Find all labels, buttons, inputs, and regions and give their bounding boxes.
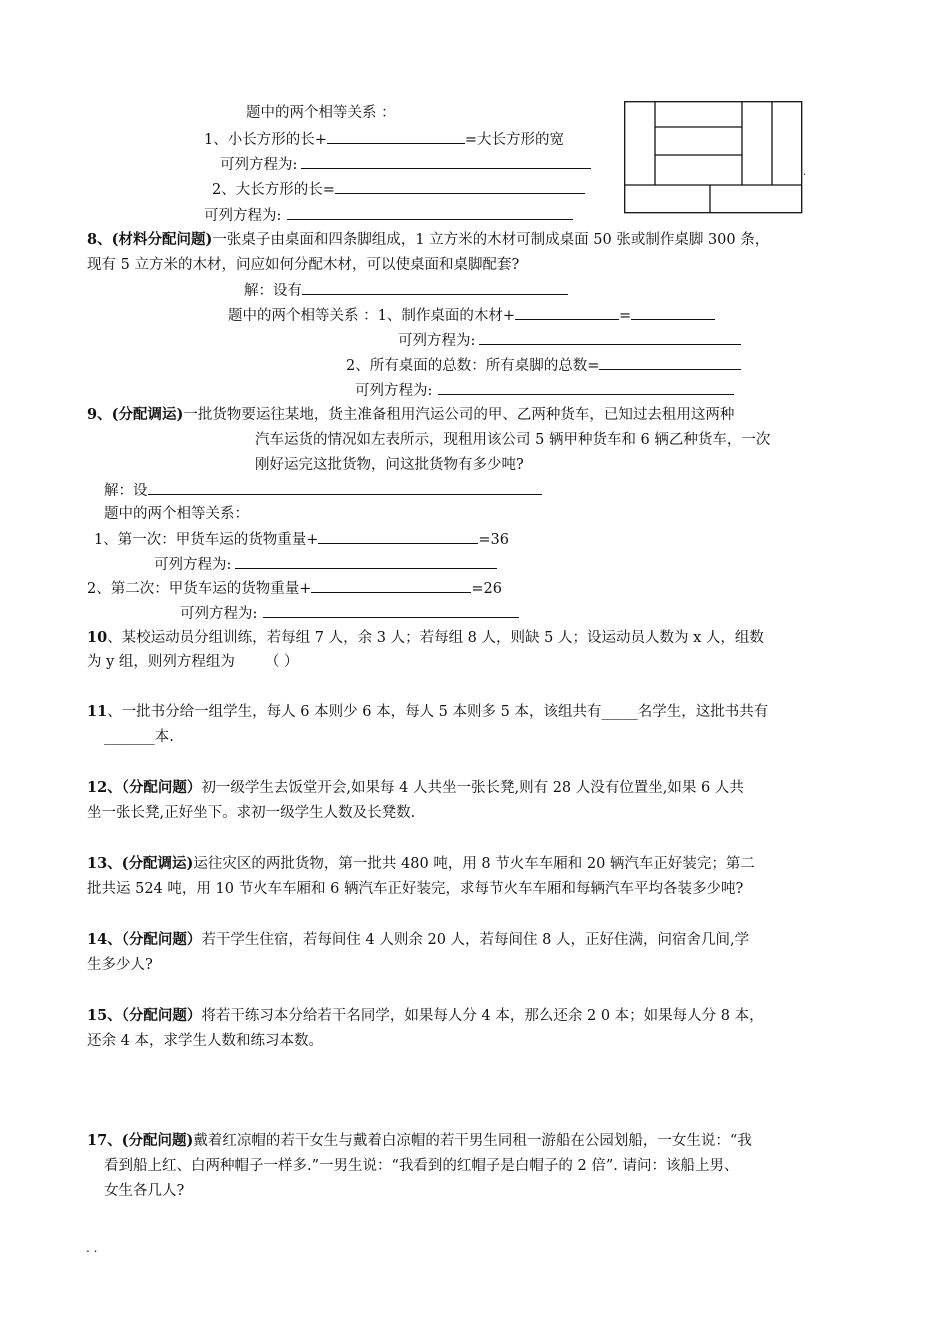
q8-eq1-blank[interactable] <box>479 330 741 345</box>
q10-text-2: 为 y 组，则列方程组为 <box>87 654 235 670</box>
q13-number: 13 <box>87 855 108 872</box>
q14-line-2: 生多少人? <box>87 957 153 973</box>
q11-text-1: 、一批书分给一组学生，每人 6 本则少 6 本，每人 5 本则多 5 本，该组共有_____名学生，这批书共有 <box>107 704 769 720</box>
q14-line-1 <box>87 930 749 950</box>
part7-eq2-blank[interactable] <box>287 205 573 220</box>
q17-line-1 <box>87 1131 752 1151</box>
q8-solve-label: 解：设有 <box>244 283 302 299</box>
part7-rel1-right: =大长方形的宽 <box>464 132 565 148</box>
q8-relation-1 <box>228 305 715 326</box>
q12-number: 12 <box>87 779 108 796</box>
q14-text-1: 若干学生住宿，若每间住 4 人则余 20 人，若每间住 8 人，正好住满，问宿舍几间,学 <box>201 932 750 948</box>
part7-relations-title: 题中的两个相等关系 ： <box>246 105 396 121</box>
q8-line-1 <box>87 230 769 250</box>
q17-line-3: 女生各几人? <box>104 1183 185 1199</box>
q9-equation-1 <box>154 554 497 575</box>
q10-line-2 <box>87 652 299 672</box>
q8-line-2: 现有 5 立方米的木材，问应如何分配木材，可以使桌面和桌脚配套? <box>87 257 520 273</box>
q15-number: 15 <box>87 1007 108 1024</box>
q9-text-1: 一批货物要运往某地，货主准备租用汽运公司的甲、乙两种货车，已知过去租用这两种 <box>183 407 735 423</box>
q10-number: 10 <box>87 629 108 646</box>
q8-tag: (材料分配问题) <box>111 231 213 248</box>
q8-eq-label-2: 可列方程为: <box>355 383 433 399</box>
q17-tag: 、(分配问题) <box>107 1132 194 1149</box>
q8-eq-sign: = <box>618 308 632 324</box>
part7-equation-1 <box>220 154 591 175</box>
q9-eq-label-2: 可列方程为: <box>180 606 258 622</box>
q9-relation-2 <box>87 578 502 599</box>
q17-number: 17 <box>87 1132 108 1149</box>
q12-line-1 <box>87 778 744 798</box>
q8-eq-label-1: 可列方程为: <box>398 333 476 349</box>
q9-number: 9、 <box>87 406 112 423</box>
q14-tag: 、（分配问题） <box>107 931 202 948</box>
part7-eq-label-2: 可列方程为: <box>204 208 282 224</box>
footer-dots: . . <box>86 1241 98 1255</box>
q15-text-1: 将若干练习本分给若干名同学，如果每人分 4 本，那么还余 2 0 本；如果每人分 8 本， <box>201 1008 764 1024</box>
q13-tag: 、(分配调运) <box>107 855 194 872</box>
q9-rel1-blank[interactable] <box>318 529 478 544</box>
q12-text-1: 初一级学生去饭堂开会,如果每 4 人共坐一张长凳,则有 28 人没有位置坐,如果 6 人共 <box>201 780 744 796</box>
q10-answer-paren[interactable]: （ ） <box>264 654 299 670</box>
q17-line-2: 看到船上红、白两种帽子一样多.”一男生说：“我看到的红帽子是白帽子的 2 倍”. 请问：该船上男、 <box>104 1158 739 1174</box>
q15-tag: 、（分配问题） <box>107 1007 202 1024</box>
q9-eq2-blank[interactable] <box>263 603 519 618</box>
part7-relation-2 <box>212 179 585 200</box>
q9-relation-1 <box>94 529 509 550</box>
q8-eq2-blank[interactable] <box>438 380 734 395</box>
q9-tag: (分配调运) <box>111 406 184 423</box>
q13-line-2: 批共运 524 吨，用 10 节火车车厢和 6 辆汽车正好装完，求每节火车车厢和每辆汽车平均各装多少吨? <box>87 881 744 897</box>
q9-rel-title: 题中的两个相等关系： <box>104 506 249 522</box>
part7-rel1-blank[interactable] <box>327 129 465 144</box>
q8-number: 8、 <box>87 231 112 248</box>
q15-line-2: 还余 4 本，求学生人数和练习本数。 <box>87 1033 323 1049</box>
figure-dot: . <box>803 167 806 178</box>
rectangle-diagram <box>624 101 806 215</box>
q9-rel1-left: 1、第一次：甲货车运的货物重量+ <box>94 532 319 548</box>
q9-solve-label: 解：设 <box>104 483 148 499</box>
q8-relation-2 <box>346 355 741 376</box>
q8-solve-blank[interactable] <box>302 280 568 295</box>
part7-eq-label-1: 可列方程为: <box>220 157 298 173</box>
q8-text-1: 一张桌子由桌面和四条脚组成，1 立方米的木材可制成桌面 50 张或制作桌脚 300 条， <box>212 232 770 248</box>
q10-line-1 <box>87 628 764 648</box>
q8-rel2: 2、所有桌面的总数：所有桌脚的总数= <box>346 358 600 374</box>
q12-line-2: 坐一张长凳,正好坐下。求初一级学生人数及长凳数. <box>87 805 416 821</box>
q9-rel2-left: 2、第二次：甲货车运的货物重量+ <box>87 581 312 597</box>
part7-relation-1 <box>204 129 564 150</box>
q9-equation-2 <box>180 603 519 624</box>
q9-line-1 <box>87 405 734 425</box>
q9-solve-blank[interactable] <box>148 480 542 495</box>
q14-number: 14 <box>87 931 108 948</box>
q10-text-1: 、某校运动员分组训练，若每组 7 人，余 3 人；若每组 8 人，则缺 5 人；设运动员人数为 x 人，组数 <box>107 630 764 646</box>
q17-text-1: 戴着红凉帽的若干女生与戴着白凉帽的若干男生同租一游船在公园划船，一女生说：“我 <box>193 1133 752 1149</box>
q8-equation-2 <box>355 380 734 401</box>
q13-line-1 <box>87 854 755 874</box>
part7-rel2-blank[interactable] <box>335 179 585 194</box>
q8-rel-title: 题中的两个相等关系 ：1、制作桌面的木材+ <box>228 308 515 324</box>
q9-line-2: 汽车运货的情况如左表所示，现租用该公司 5 辆甲种货车和 6 辆乙种货车，一次 <box>255 432 771 448</box>
q9-rel2-blank[interactable] <box>311 578 471 593</box>
q9-rel2-right: =26 <box>471 581 502 597</box>
q15-line-1 <box>87 1006 764 1026</box>
part7-rel1-left: 1、小长方形的长+ <box>204 132 327 148</box>
q9-line-3: 刚好运完这批货物，问这批货物有多少吨? <box>255 457 524 473</box>
outer-rectangle <box>625 102 802 213</box>
q8-equation-1 <box>398 330 741 351</box>
q11-line-2: _______本. <box>104 729 174 745</box>
q8-rel2-blank[interactable] <box>599 355 741 370</box>
part7-eq1-blank[interactable] <box>301 154 591 169</box>
q8-rel1-blank-a[interactable] <box>515 305 619 320</box>
q8-rel1-blank-b[interactable] <box>631 305 715 320</box>
q8-solve <box>244 280 568 301</box>
q9-eq-label-1: 可列方程为: <box>154 557 232 573</box>
part7-rel2-left: 2、大长方形的长= <box>212 182 335 198</box>
part7-equation-2 <box>204 205 573 226</box>
q11-number: 11 <box>87 703 108 720</box>
q12-tag: 、（分配问题） <box>107 779 202 796</box>
q9-solve <box>104 480 542 501</box>
q11-line-1 <box>87 702 768 722</box>
q13-text-1: 运往灾区的两批货物，第一批共 480 吨，用 8 节火车车厢和 20 辆汽车正好装完；第二 <box>193 856 755 872</box>
q9-eq1-blank[interactable] <box>235 554 497 569</box>
q9-rel1-right: =36 <box>478 532 509 548</box>
